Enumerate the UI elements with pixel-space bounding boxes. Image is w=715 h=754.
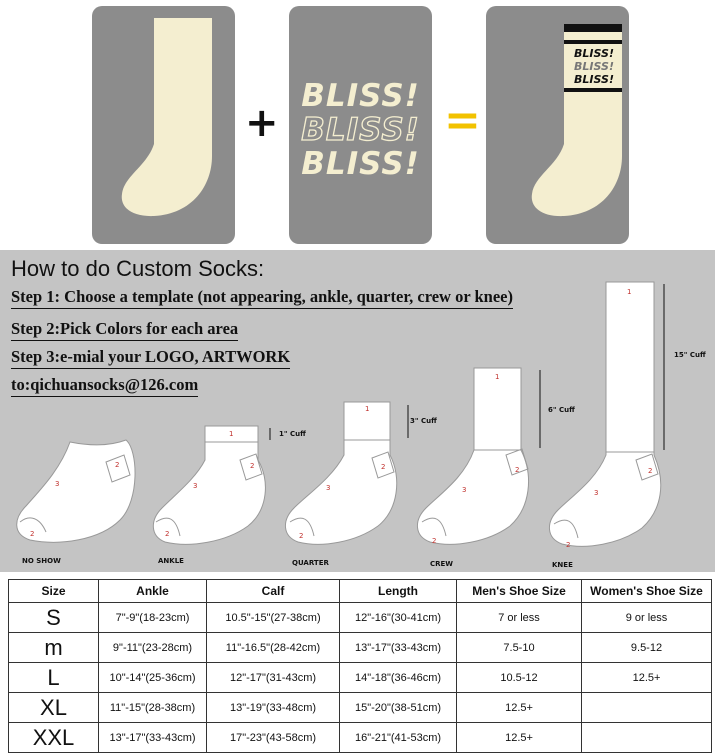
area-number-quarter-1: 1 bbox=[365, 405, 370, 413]
area-number-ankle-3: 3 bbox=[193, 482, 198, 490]
area-number-no-show-2: 2 bbox=[115, 461, 120, 469]
area-number-knee-2: 2 bbox=[648, 467, 653, 475]
womens-shoe-cell bbox=[582, 693, 712, 723]
type-label-ankle: ANKLE bbox=[158, 557, 184, 565]
ankle-cell: 9"-11"(23-28cm) bbox=[99, 633, 207, 663]
table-row bbox=[9, 723, 712, 753]
calf-cell: 13"-19"(33-48cm) bbox=[207, 693, 340, 723]
step-2: Step 2:Pick Colors for each area bbox=[11, 319, 238, 341]
cuff-label-quarter: 3" Cuff bbox=[410, 417, 437, 425]
logo-text-outline: BLISS! bbox=[301, 112, 420, 148]
custom-sock-image bbox=[486, 6, 629, 244]
area-number-quarter-2b: 2 bbox=[299, 532, 304, 540]
area-number-ankle-2: 2 bbox=[250, 462, 255, 470]
cuff-label-crew: 6" Cuff bbox=[548, 406, 575, 414]
blank-sock-image bbox=[92, 6, 235, 244]
area-number-crew-1: 1 bbox=[495, 373, 500, 381]
table-row bbox=[9, 633, 712, 663]
area-number-quarter-2: 2 bbox=[381, 463, 386, 471]
header-calf: Calf bbox=[207, 580, 340, 603]
header-ankle: Ankle bbox=[99, 580, 207, 603]
logo-text-solid-top: BLISS! bbox=[301, 78, 420, 114]
area-number-ankle-1: 1 bbox=[229, 430, 234, 438]
length-cell: 16"-21"(41-53cm) bbox=[340, 723, 457, 753]
womens-shoe-cell: 9.5-12 bbox=[582, 633, 712, 663]
type-label-no-show: NO SHOW bbox=[22, 557, 61, 565]
size-cell: m bbox=[9, 633, 99, 663]
area-number-knee-2b: 2 bbox=[566, 541, 571, 549]
area-number-crew-2b: 2 bbox=[432, 537, 437, 545]
ankle-cell: 13"-17"(33-43cm) bbox=[99, 723, 207, 753]
mens-shoe-cell: 12.5+ bbox=[457, 693, 582, 723]
mens-shoe-cell: 7.5-10 bbox=[457, 633, 582, 663]
length-cell: 14"-18"(36-46cm) bbox=[340, 663, 457, 693]
length-cell: 15"-20"(38-51cm) bbox=[340, 693, 457, 723]
area-number-crew-2: 2 bbox=[515, 466, 520, 474]
calf-cell: 17"-23"(43-58cm) bbox=[207, 723, 340, 753]
ankle-cell: 7"-9"(18-23cm) bbox=[99, 603, 207, 633]
size-cell: S bbox=[9, 603, 99, 633]
step-3: Step 3:e-mial your LOGO, ARTWORK bbox=[11, 347, 290, 369]
header-length: Length bbox=[340, 580, 457, 603]
womens-shoe-cell bbox=[582, 723, 712, 753]
custom-sock-panel bbox=[486, 6, 629, 244]
womens-shoe-cell: 12.5+ bbox=[582, 663, 712, 693]
custom-sock-banner bbox=[0, 0, 715, 250]
type-label-quarter: QUARTER bbox=[292, 559, 329, 567]
table-header-row bbox=[9, 580, 712, 603]
sock-templates-diagram bbox=[0, 250, 715, 572]
size-cell: L bbox=[9, 663, 99, 693]
size-chart-table bbox=[8, 579, 712, 753]
sock-band-text-3: BLISS! bbox=[574, 73, 614, 86]
calf-cell: 12"-17"(31-43cm) bbox=[207, 663, 340, 693]
size-cell: XL bbox=[9, 693, 99, 723]
mens-shoe-cell: 10.5-12 bbox=[457, 663, 582, 693]
logo-text-solid-bottom: BLISS! bbox=[301, 146, 420, 182]
ankle-cell: 10"-14"(25-36cm) bbox=[99, 663, 207, 693]
table-row bbox=[9, 663, 712, 693]
calf-cell: 10.5"-15"(27-38cm) bbox=[207, 603, 340, 633]
equals-sign: = bbox=[444, 95, 481, 146]
size-cell: XXL bbox=[9, 723, 99, 753]
length-cell: 12"-16"(30-41cm) bbox=[340, 603, 457, 633]
length-cell: 13"-17"(33-43cm) bbox=[340, 633, 457, 663]
mens-shoe-cell: 12.5+ bbox=[457, 723, 582, 753]
table-row bbox=[9, 603, 712, 633]
header-womens-shoe: Women's Shoe Size bbox=[582, 580, 712, 603]
sock-band-text-1: BLISS! bbox=[574, 47, 614, 60]
header-size: Size bbox=[9, 580, 99, 603]
header-mens-shoe: Men's Shoe Size bbox=[457, 580, 582, 603]
table-row bbox=[9, 693, 712, 723]
mens-shoe-cell: 7 or less bbox=[457, 603, 582, 633]
womens-shoe-cell: 9 or less bbox=[582, 603, 712, 633]
area-number-crew-3: 3 bbox=[462, 486, 467, 494]
type-label-knee: KNEE bbox=[552, 561, 573, 569]
area-number-knee-3: 3 bbox=[594, 489, 599, 497]
plus-sign: + bbox=[245, 100, 279, 146]
area-number-no-show-3: 3 bbox=[55, 480, 60, 488]
ankle-cell: 11"-15"(28-38cm) bbox=[99, 693, 207, 723]
area-number-ankle-2b: 2 bbox=[165, 530, 170, 538]
cuff-label-ankle: 1" Cuff bbox=[279, 430, 306, 438]
email-contact: to:qichuansocks@126.com bbox=[11, 375, 198, 397]
calf-cell: 11"-16.5"(28-42cm) bbox=[207, 633, 340, 663]
area-number-knee-1: 1 bbox=[627, 288, 632, 296]
area-number-quarter-3: 3 bbox=[326, 484, 331, 492]
blank-sock-panel bbox=[92, 6, 235, 244]
area-number-no-show-2b: 2 bbox=[30, 530, 35, 538]
step-1: Step 1: Choose a template (not appearing, ankle, quarter, crew or knee) bbox=[11, 287, 513, 309]
type-label-crew: CREW bbox=[430, 560, 454, 568]
sock-band-text-2: BLISS! bbox=[574, 60, 614, 73]
logo-panel bbox=[289, 6, 432, 244]
how-to-title: How to do Custom Socks: bbox=[11, 256, 265, 281]
cuff-label-knee: 15" Cuff bbox=[674, 351, 706, 359]
